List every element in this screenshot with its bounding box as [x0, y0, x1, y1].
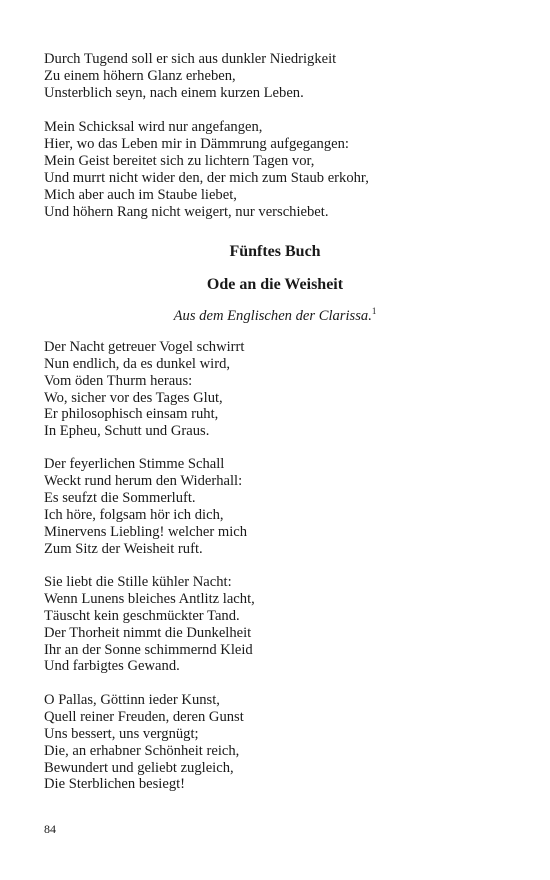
verse-line: Nun endlich, da es dunkel wird, [44, 356, 231, 372]
verse-line: O Pallas, Göttinn ieder Kunst, [44, 692, 220, 708]
verse-line: Weckt rund herum den Widerhall: [44, 473, 243, 489]
poem-title: Ode an die Weisheit [206, 276, 344, 293]
verse-line: Hier, wo das Leben mir in Dämmrung aufgegangen: [44, 136, 349, 152]
verse-line: Mich aber auch im Staube liebet, [44, 187, 237, 203]
verse-line: Unsterblich seyn, nach einem kurzen Leben. [44, 85, 304, 101]
footnote-marker: 1 [371, 306, 377, 316]
verse-line: Mein Schicksal wird nur angefangen, [44, 119, 263, 135]
verse-line: Täuscht kein geschmückter Tand. [44, 608, 240, 624]
verse-line: Die Sterblichen besiegt! [44, 776, 186, 792]
verse-line: Zu einem höhern Glanz erheben, [44, 68, 236, 84]
verse-line: Und farbigtes Gewand. [44, 658, 180, 674]
verse-line: Er philosophisch einsam ruht, [44, 406, 219, 422]
verse-line: Sie liebt die Stille kühler Nacht: [44, 574, 232, 590]
verse-line: Die, an erhabner Schönheit reich, [44, 743, 240, 759]
verse-line: Wo, sicher vor des Tages Glut, [44, 390, 223, 406]
verse-line: Mein Geist bereitet sich zu lichtern Tagen vor, [44, 153, 315, 169]
verse-line: Und murrt nicht wider den, der mich zum Staub erkohr, [44, 170, 369, 186]
verse-line: In Epheu, Schutt und Graus. [44, 423, 210, 439]
poem-subtitle [0, 303, 550, 324]
verse-line: Bewundert und geliebt zugleich, [44, 760, 234, 776]
verse-line: Zum Sitz der Weisheit ruft. [44, 541, 203, 557]
verse-line: Der feyerlichen Stimme Schall [44, 456, 225, 472]
verse-line: Quell reiner Freuden, deren Gunst [44, 709, 244, 725]
verse-line: Und höhern Rang nicht weigert, nur verschiebet. [44, 204, 329, 220]
verse-line: Ihr an der Sonne schimmernd Kleid [44, 642, 253, 658]
verse-line: Durch Tugend soll er sich aus dunkler Niedrigkeit [44, 51, 337, 67]
verse-line: Minervens Liebling! welcher mich [44, 524, 248, 540]
page-number: 84 [44, 822, 56, 836]
verse-line: Ich höre, folgsam hör ich dich, [44, 507, 224, 523]
poem-subtitle-text: Aus dem Englischen der Clarissa. [173, 308, 372, 324]
book-title: Fünftes Buch [229, 243, 321, 260]
verse-line: Vom öden Thurm heraus: [44, 373, 193, 389]
verse-line: Uns bessert, uns vergnügt; [44, 726, 199, 742]
verse-line: Wenn Lunens bleiches Antlitz lacht, [44, 591, 255, 607]
verse-line: Es seufzt die Sommerluft. [44, 490, 196, 506]
verse-line: Der Thorheit nimmt die Dunkelheit [44, 625, 252, 641]
verse-line: Der Nacht getreuer Vogel schwirrt [44, 339, 245, 355]
